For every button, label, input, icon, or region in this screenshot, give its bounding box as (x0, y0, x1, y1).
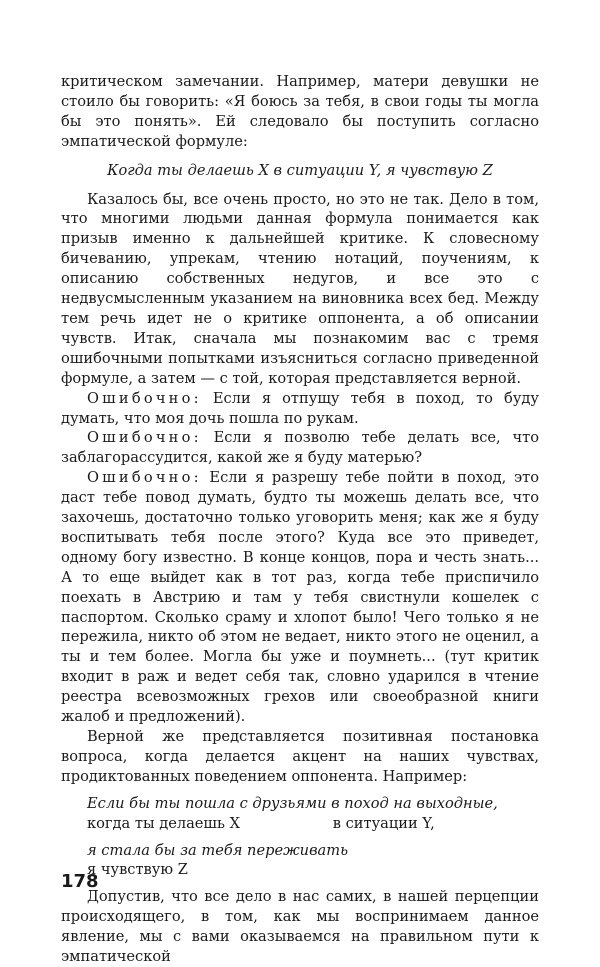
wrong-example-3 (61, 468, 539, 727)
wrong-example-text: Если я разрешу тебе пойти в поход, это даст тебе повод думать, будто ты можешь делать все, что захочешь, достаточно только уговорить меня; как же я буду воспитывать тебя после этого? Куда все это приведет, одному богу известно. В конце концов, пора и честь знать... А то еще выйдет как в тот раз, когда тебе приспичило поехать в Австрию и там у тебя свистнули кошелек с паспортом. Сколько сраму и хлопот было! Чего только я не пережила, никто об этом не ведает, никто этого не оценил, а ты и тем более. Могла бы уже и поумнеть... (тут критик входит в раж и ведет себя так, словно ударился в чтение реестра всевозможных грехов или своеобразной книги жалоб и предложений). (61, 469, 540, 726)
empathic-formula: Когда ты делаешь X в ситуации Y, я чувствую Z (107, 161, 493, 179)
example-italic-line: Если бы ты пошла с друзьями в поход на выходные, (87, 794, 498, 812)
formula-example-2 (87, 841, 539, 881)
paragraph-explanation: Казалось бы, все очень просто, но это не так. Дело в том, что многими людьми данная формула понимается как призыв именно к дальнейшей критике. К словесному бичеванию, упрекам, чтению нотаций, поучениям, к описанию собственных недугов, и все это с недвусмысленным указанием на виновника всех бед. Между тем речь идет не о критике оппонента, а об описании чувств. Итак, сначала мы познакомим вас с тремя ошибочными попытками изъясниться согласно приведенной формуле, а затем — с той, которая представляется верной. (61, 190, 539, 387)
paragraph-conclusion: Допустив, что все дело в нас самих, в нашей перцепции происходящего, в том, как мы воспринимаем данное явление, мы с вами оказываемся на правильном пути к эмпатической (61, 888, 539, 966)
wrong-example-1 (61, 389, 539, 429)
paragraph-intro: критическом замечании. Например, матери девушки не стоило бы говорить: «Я боюсь за тебя, в свои годы ты могла бы это понять». Ей следовало бы поступить согласно эмпатической формуле: (61, 73, 539, 150)
wrong-example-text: Если я отпущу тебя в поход, то буду думать, что моя дочь пошла по рукам. (61, 389, 539, 427)
wrong-example-2 (61, 428, 539, 468)
wrong-label: Ошибочно: (87, 389, 202, 407)
example-italic-line: я стала бы за тебя переживать (87, 841, 349, 859)
example-plain-line: когда ты делаешь X в ситуации Y, (87, 814, 435, 832)
text-column (61, 72, 539, 967)
page-number: 178 (61, 871, 99, 892)
wrong-label: Ошибочно: (87, 429, 202, 447)
wrong-label: Ошибочно: (87, 469, 202, 487)
example-plain-line: я чувствую Z (87, 861, 188, 879)
wrong-example-text: Если я позволю тебе делать все, что заблагорассудится, какой же я буду матерью? (61, 429, 540, 467)
paragraph-correct-intro: Верной же представляется позитивная постановка вопроса, когда делается акцент на наших чувствах, продиктованных поведением оппонента. Например: (61, 728, 539, 785)
formula-example-1 (87, 794, 539, 834)
